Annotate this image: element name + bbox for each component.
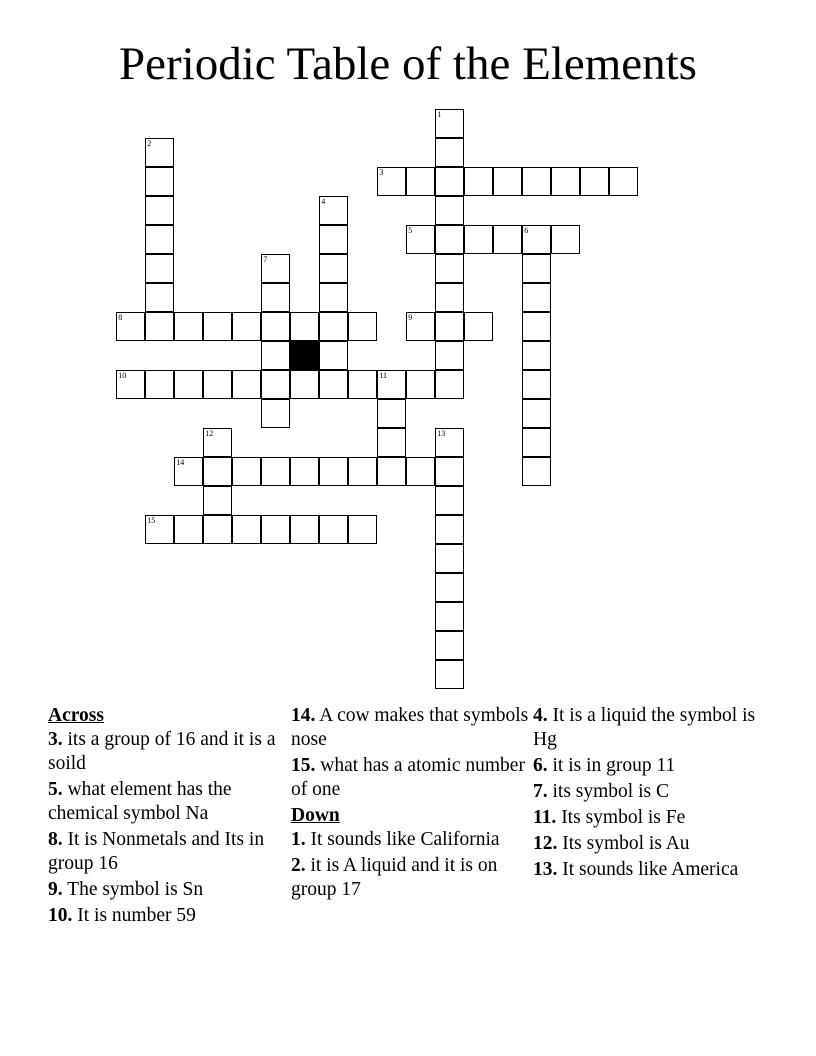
clue-text: it is in group 11 xyxy=(552,755,676,776)
crossword-cell[interactable] xyxy=(319,225,348,254)
clue-num: 4. xyxy=(533,705,548,726)
crossword-cell[interactable] xyxy=(116,370,145,399)
crossword-cell[interactable] xyxy=(406,312,435,341)
crossword-cell[interactable] xyxy=(348,370,377,399)
crossword-cell[interactable] xyxy=(435,196,464,225)
crossword-cell[interactable] xyxy=(203,515,232,544)
crossword-cell[interactable] xyxy=(290,515,319,544)
crossword-cell[interactable] xyxy=(522,312,551,341)
clue-number: 13 xyxy=(437,429,446,439)
crossword-cell[interactable] xyxy=(174,515,203,544)
crossword-cell[interactable] xyxy=(609,167,638,196)
crossword-cell[interactable] xyxy=(319,457,348,486)
crossword-cell[interactable] xyxy=(203,312,232,341)
across-clue xyxy=(48,828,288,876)
crossword-cell[interactable] xyxy=(319,515,348,544)
crossword-cell[interactable] xyxy=(464,225,493,254)
crossword-cell[interactable] xyxy=(174,370,203,399)
clue-text: The symbol is Sn xyxy=(67,879,204,900)
clue-num: 14. xyxy=(291,705,316,726)
crossword-cell[interactable] xyxy=(551,167,580,196)
across-clue xyxy=(48,878,288,902)
clue-number: 4 xyxy=(321,197,326,207)
crossword-cell[interactable] xyxy=(290,370,319,399)
crossword-cell[interactable] xyxy=(145,515,174,544)
crossword-cell[interactable] xyxy=(493,167,522,196)
black-cell xyxy=(290,341,319,370)
crossword-cell[interactable] xyxy=(522,283,551,312)
crossword-cell[interactable] xyxy=(145,225,174,254)
clue-text: Its symbol is Fe xyxy=(561,807,686,828)
down-clue xyxy=(533,754,773,778)
crossword-cell[interactable] xyxy=(522,341,551,370)
crossword-cell[interactable] xyxy=(464,167,493,196)
crossword-cell[interactable] xyxy=(348,457,377,486)
crossword-cell[interactable] xyxy=(522,370,551,399)
crossword-cell[interactable] xyxy=(319,312,348,341)
clue-text: what element has the chemical symbol Na xyxy=(48,779,232,824)
crossword-cell[interactable] xyxy=(203,457,232,486)
crossword-cell[interactable] xyxy=(290,312,319,341)
clue-num: 6. xyxy=(533,755,548,776)
crossword-cell[interactable] xyxy=(377,428,406,457)
down-clue xyxy=(291,854,531,902)
crossword-cell[interactable] xyxy=(435,573,464,602)
crossword-cell[interactable] xyxy=(261,370,290,399)
clue-number: 1 xyxy=(437,110,442,120)
clue-text: It sounds like America xyxy=(562,859,739,880)
crossword-cell[interactable] xyxy=(261,341,290,370)
crossword-cell[interactable] xyxy=(580,167,609,196)
crossword-cell[interactable] xyxy=(203,428,232,457)
clue-number: 2 xyxy=(147,139,152,149)
clue-num: 9. xyxy=(48,879,63,900)
crossword-cell[interactable] xyxy=(435,660,464,689)
clue-num: 7. xyxy=(533,781,548,802)
clue-text: its a group of 16 and it is a soild xyxy=(48,729,276,774)
clue-number: 8 xyxy=(118,313,123,323)
crossword-cell[interactable] xyxy=(435,283,464,312)
down-clue xyxy=(533,806,773,830)
crossword-cell[interactable] xyxy=(406,370,435,399)
crossword-cell[interactable] xyxy=(290,457,319,486)
crossword-cell[interactable] xyxy=(261,515,290,544)
crossword-cell[interactable] xyxy=(348,312,377,341)
clue-num: 11. xyxy=(533,807,557,828)
down-clue xyxy=(533,858,773,882)
crossword-cell[interactable] xyxy=(174,312,203,341)
clue-num: 2. xyxy=(291,855,306,876)
crossword-cell[interactable] xyxy=(435,457,464,486)
clue-text: It is number 59 xyxy=(77,905,196,926)
clue-num: 12. xyxy=(533,833,558,854)
crossword-cell[interactable] xyxy=(116,312,145,341)
crossword-cell[interactable] xyxy=(145,283,174,312)
clue-num: 8. xyxy=(48,829,63,850)
crossword-cell[interactable] xyxy=(435,544,464,573)
crossword-cell[interactable] xyxy=(145,138,174,167)
crossword-cell[interactable] xyxy=(377,399,406,428)
crossword-cell[interactable] xyxy=(406,225,435,254)
clue-text: Its symbol is Au xyxy=(562,833,690,854)
crossword-cell[interactable] xyxy=(435,254,464,283)
clue-number: 5 xyxy=(408,226,413,236)
crossword-cell[interactable] xyxy=(319,341,348,370)
crossword-cell[interactable] xyxy=(319,283,348,312)
page-title: Periodic Table of the Elements xyxy=(119,38,697,90)
down-header: Down xyxy=(291,805,340,826)
crossword-cell[interactable] xyxy=(232,370,261,399)
crossword-cell[interactable] xyxy=(522,428,551,457)
crossword-cell[interactable] xyxy=(435,167,464,196)
crossword-cell[interactable] xyxy=(232,312,261,341)
across-clue xyxy=(48,904,288,928)
crossword-cell[interactable] xyxy=(203,370,232,399)
across-clue xyxy=(48,778,288,826)
crossword-cell[interactable] xyxy=(435,370,464,399)
clue-text: it is A liquid and it is on group 17 xyxy=(291,855,498,900)
crossword-cell[interactable] xyxy=(435,631,464,660)
crossword-cell[interactable] xyxy=(522,225,551,254)
crossword-cell[interactable] xyxy=(261,457,290,486)
across-clue xyxy=(48,728,288,776)
crossword-cell[interactable] xyxy=(435,312,464,341)
crossword-cell[interactable] xyxy=(261,312,290,341)
crossword-cell[interactable] xyxy=(522,457,551,486)
crossword-cell[interactable] xyxy=(145,312,174,341)
clue-num: 5. xyxy=(48,779,63,800)
clues-column-2 xyxy=(291,704,531,904)
clue-number: 3 xyxy=(379,168,384,178)
down-clue xyxy=(533,832,773,856)
clue-num: 13. xyxy=(533,859,558,880)
clue-text: A cow makes that symbols nose xyxy=(291,705,529,750)
crossword-cell[interactable] xyxy=(145,254,174,283)
clue-number: 11 xyxy=(379,371,387,381)
crossword-cell[interactable] xyxy=(319,370,348,399)
crossword-cell[interactable] xyxy=(493,225,522,254)
crossword-cell[interactable] xyxy=(435,341,464,370)
clue-num: 1. xyxy=(291,829,306,850)
crossword-cell[interactable] xyxy=(435,428,464,457)
crossword-cell[interactable] xyxy=(261,283,290,312)
clue-number: 9 xyxy=(408,313,413,323)
crossword-cell[interactable] xyxy=(551,225,580,254)
clue-number: 12 xyxy=(205,429,214,439)
crossword-cell[interactable] xyxy=(377,457,406,486)
crossword-cell[interactable] xyxy=(435,602,464,631)
clue-text: what has a atomic number of one xyxy=(291,755,525,800)
clues-column-3 xyxy=(533,704,773,884)
crossword-cell[interactable] xyxy=(319,196,348,225)
crossword-cell[interactable] xyxy=(377,370,406,399)
crossword-cell[interactable] xyxy=(522,254,551,283)
crossword-cell[interactable] xyxy=(145,370,174,399)
clue-text: It sounds like California xyxy=(310,829,500,850)
crossword-cell[interactable] xyxy=(232,515,261,544)
crossword-cell[interactable] xyxy=(261,254,290,283)
clue-num: 15. xyxy=(291,755,316,776)
down-clue xyxy=(533,704,773,752)
down-clue xyxy=(291,828,531,852)
clue-text: It is a liquid the symbol is Hg xyxy=(533,705,756,750)
clue-text: its symbol is C xyxy=(552,781,669,802)
clue-number: 6 xyxy=(524,226,529,236)
down-clue xyxy=(533,780,773,804)
crossword-cell[interactable] xyxy=(435,486,464,515)
clue-text: It is Nonmetals and Its in group 16 xyxy=(48,829,265,874)
crossword-cell[interactable] xyxy=(174,457,203,486)
crossword-cell[interactable] xyxy=(377,167,406,196)
crossword-cell[interactable] xyxy=(406,457,435,486)
clue-number: 7 xyxy=(263,255,268,265)
crossword-cell[interactable] xyxy=(145,196,174,225)
crossword-cell[interactable] xyxy=(319,254,348,283)
clue-number: 15 xyxy=(147,516,156,526)
clues-column-1 xyxy=(48,704,288,930)
crossword-cell[interactable] xyxy=(145,167,174,196)
clue-num: 3. xyxy=(48,729,63,750)
clue-number: 14 xyxy=(176,458,185,468)
crossword-cell[interactable] xyxy=(435,225,464,254)
crossword-cell[interactable] xyxy=(406,167,435,196)
across-clue xyxy=(291,754,531,802)
crossword-cell[interactable] xyxy=(232,457,261,486)
crossword-cell[interactable] xyxy=(435,109,464,138)
across-clue xyxy=(291,704,531,752)
crossword-cell[interactable] xyxy=(522,167,551,196)
clue-num: 10. xyxy=(48,905,73,926)
crossword-cell[interactable] xyxy=(464,312,493,341)
crossword-cell[interactable] xyxy=(522,399,551,428)
clue-number: 10 xyxy=(118,371,127,381)
crossword-cell[interactable] xyxy=(203,486,232,515)
across-header: Across xyxy=(48,705,104,726)
crossword-cell[interactable] xyxy=(435,515,464,544)
crossword-cell[interactable] xyxy=(261,399,290,428)
crossword-cell[interactable] xyxy=(435,138,464,167)
crossword-cell[interactable] xyxy=(348,515,377,544)
